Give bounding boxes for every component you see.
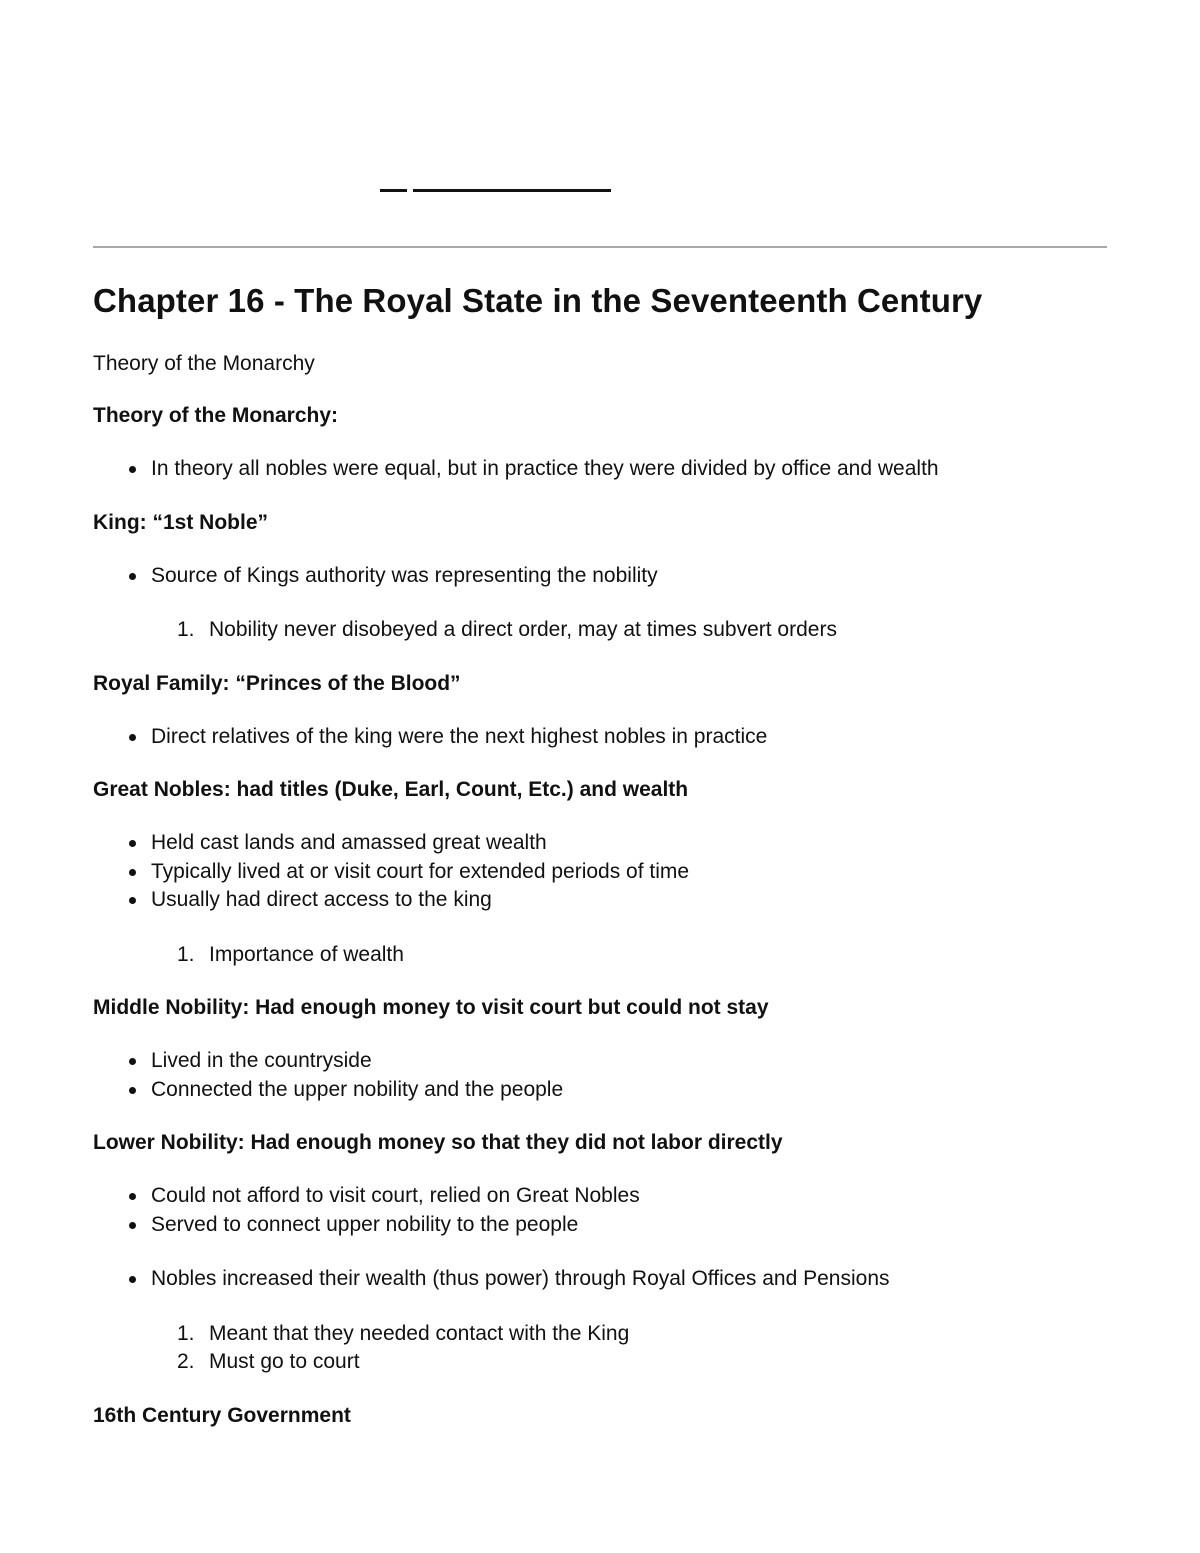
bullet-icon	[129, 466, 136, 473]
page-subtitle: Theory of the Monarchy	[93, 352, 315, 375]
bullet-icon	[129, 897, 136, 904]
bullet-icon	[129, 1276, 136, 1283]
bullet-icon	[129, 840, 136, 847]
section-heading-great-nobles: Great Nobles: had titles (Duke, Earl, Count, Etc.) and wealth	[93, 778, 689, 801]
list-item: Connected the upper nobility and the people	[93, 1076, 1113, 1105]
bullet-list	[93, 455, 1113, 484]
list-item: 1. Importance of wealth	[177, 942, 404, 966]
top-underline-marks	[380, 189, 612, 192]
bullet-list	[93, 1265, 1113, 1294]
bullet-icon	[129, 573, 136, 580]
numbered-list	[93, 616, 1113, 645]
section-heading-lower-nobility: Lower Nobility: Had enough money so that they did not labor directly	[93, 1131, 783, 1154]
bullet-icon	[129, 1222, 136, 1229]
bullet-icon	[129, 1087, 136, 1094]
bullet-list	[93, 562, 1113, 591]
section-heading-theory: Theory of the Monarchy:	[93, 404, 339, 427]
list-item: Source of Kings authority was representing the nobility	[93, 562, 1113, 591]
numbered-list	[93, 1320, 1113, 1377]
bullet-list	[93, 1182, 1113, 1239]
section-heading-16th-century-government: 16th Century Government	[93, 1403, 351, 1427]
list-item: 2. Must go to court	[177, 1350, 360, 1373]
list-item: 1. Nobility never disobeyed a direct order, may at times subvert orders	[177, 618, 837, 641]
page-title: Chapter 16 - The Royal State in the Seventeenth Century	[93, 282, 983, 319]
underline-short	[380, 189, 407, 192]
list-item: Held cast lands and amassed great wealth	[93, 829, 1113, 858]
list-item: Nobles increased their wealth (thus power) through Royal Offices and Pensions	[93, 1265, 1113, 1294]
underline-long	[413, 189, 611, 192]
list-item: Could not afford to visit court, relied on Great Nobles	[93, 1182, 1113, 1211]
list-item: Typically lived at or visit court for extended periods of time	[93, 858, 1113, 887]
bullet-icon	[129, 1058, 136, 1065]
list-item: In theory all nobles were equal, but in practice they were divided by office and wealth	[93, 455, 1113, 484]
list-item: Usually had direct access to the king	[93, 886, 1113, 915]
section-heading-royal-family: Royal Family: “Princes of the Blood”	[93, 671, 461, 695]
list-item: 1. Meant that they needed contact with the King	[177, 1321, 630, 1345]
bullet-list	[93, 1047, 1113, 1104]
document-body	[93, 282, 1113, 1429]
list-item: Served to connect upper nobility to the people	[93, 1211, 1113, 1240]
horizontal-divider	[93, 246, 1107, 248]
bullet-icon	[129, 869, 136, 876]
bullet-icon	[129, 1193, 136, 1200]
section-heading-middle-nobility: Middle Nobility: Had enough money to visit court but could not stay	[93, 996, 769, 1019]
bullet-icon	[129, 734, 136, 741]
bullet-list	[93, 723, 1113, 752]
numbered-list	[93, 941, 1113, 970]
list-item: Lived in the countryside	[93, 1047, 1113, 1076]
bullet-list	[93, 829, 1113, 915]
section-heading-king: King: “1st Noble”	[93, 510, 269, 534]
list-item: Direct relatives of the king were the next highest nobles in practice	[93, 723, 1113, 752]
